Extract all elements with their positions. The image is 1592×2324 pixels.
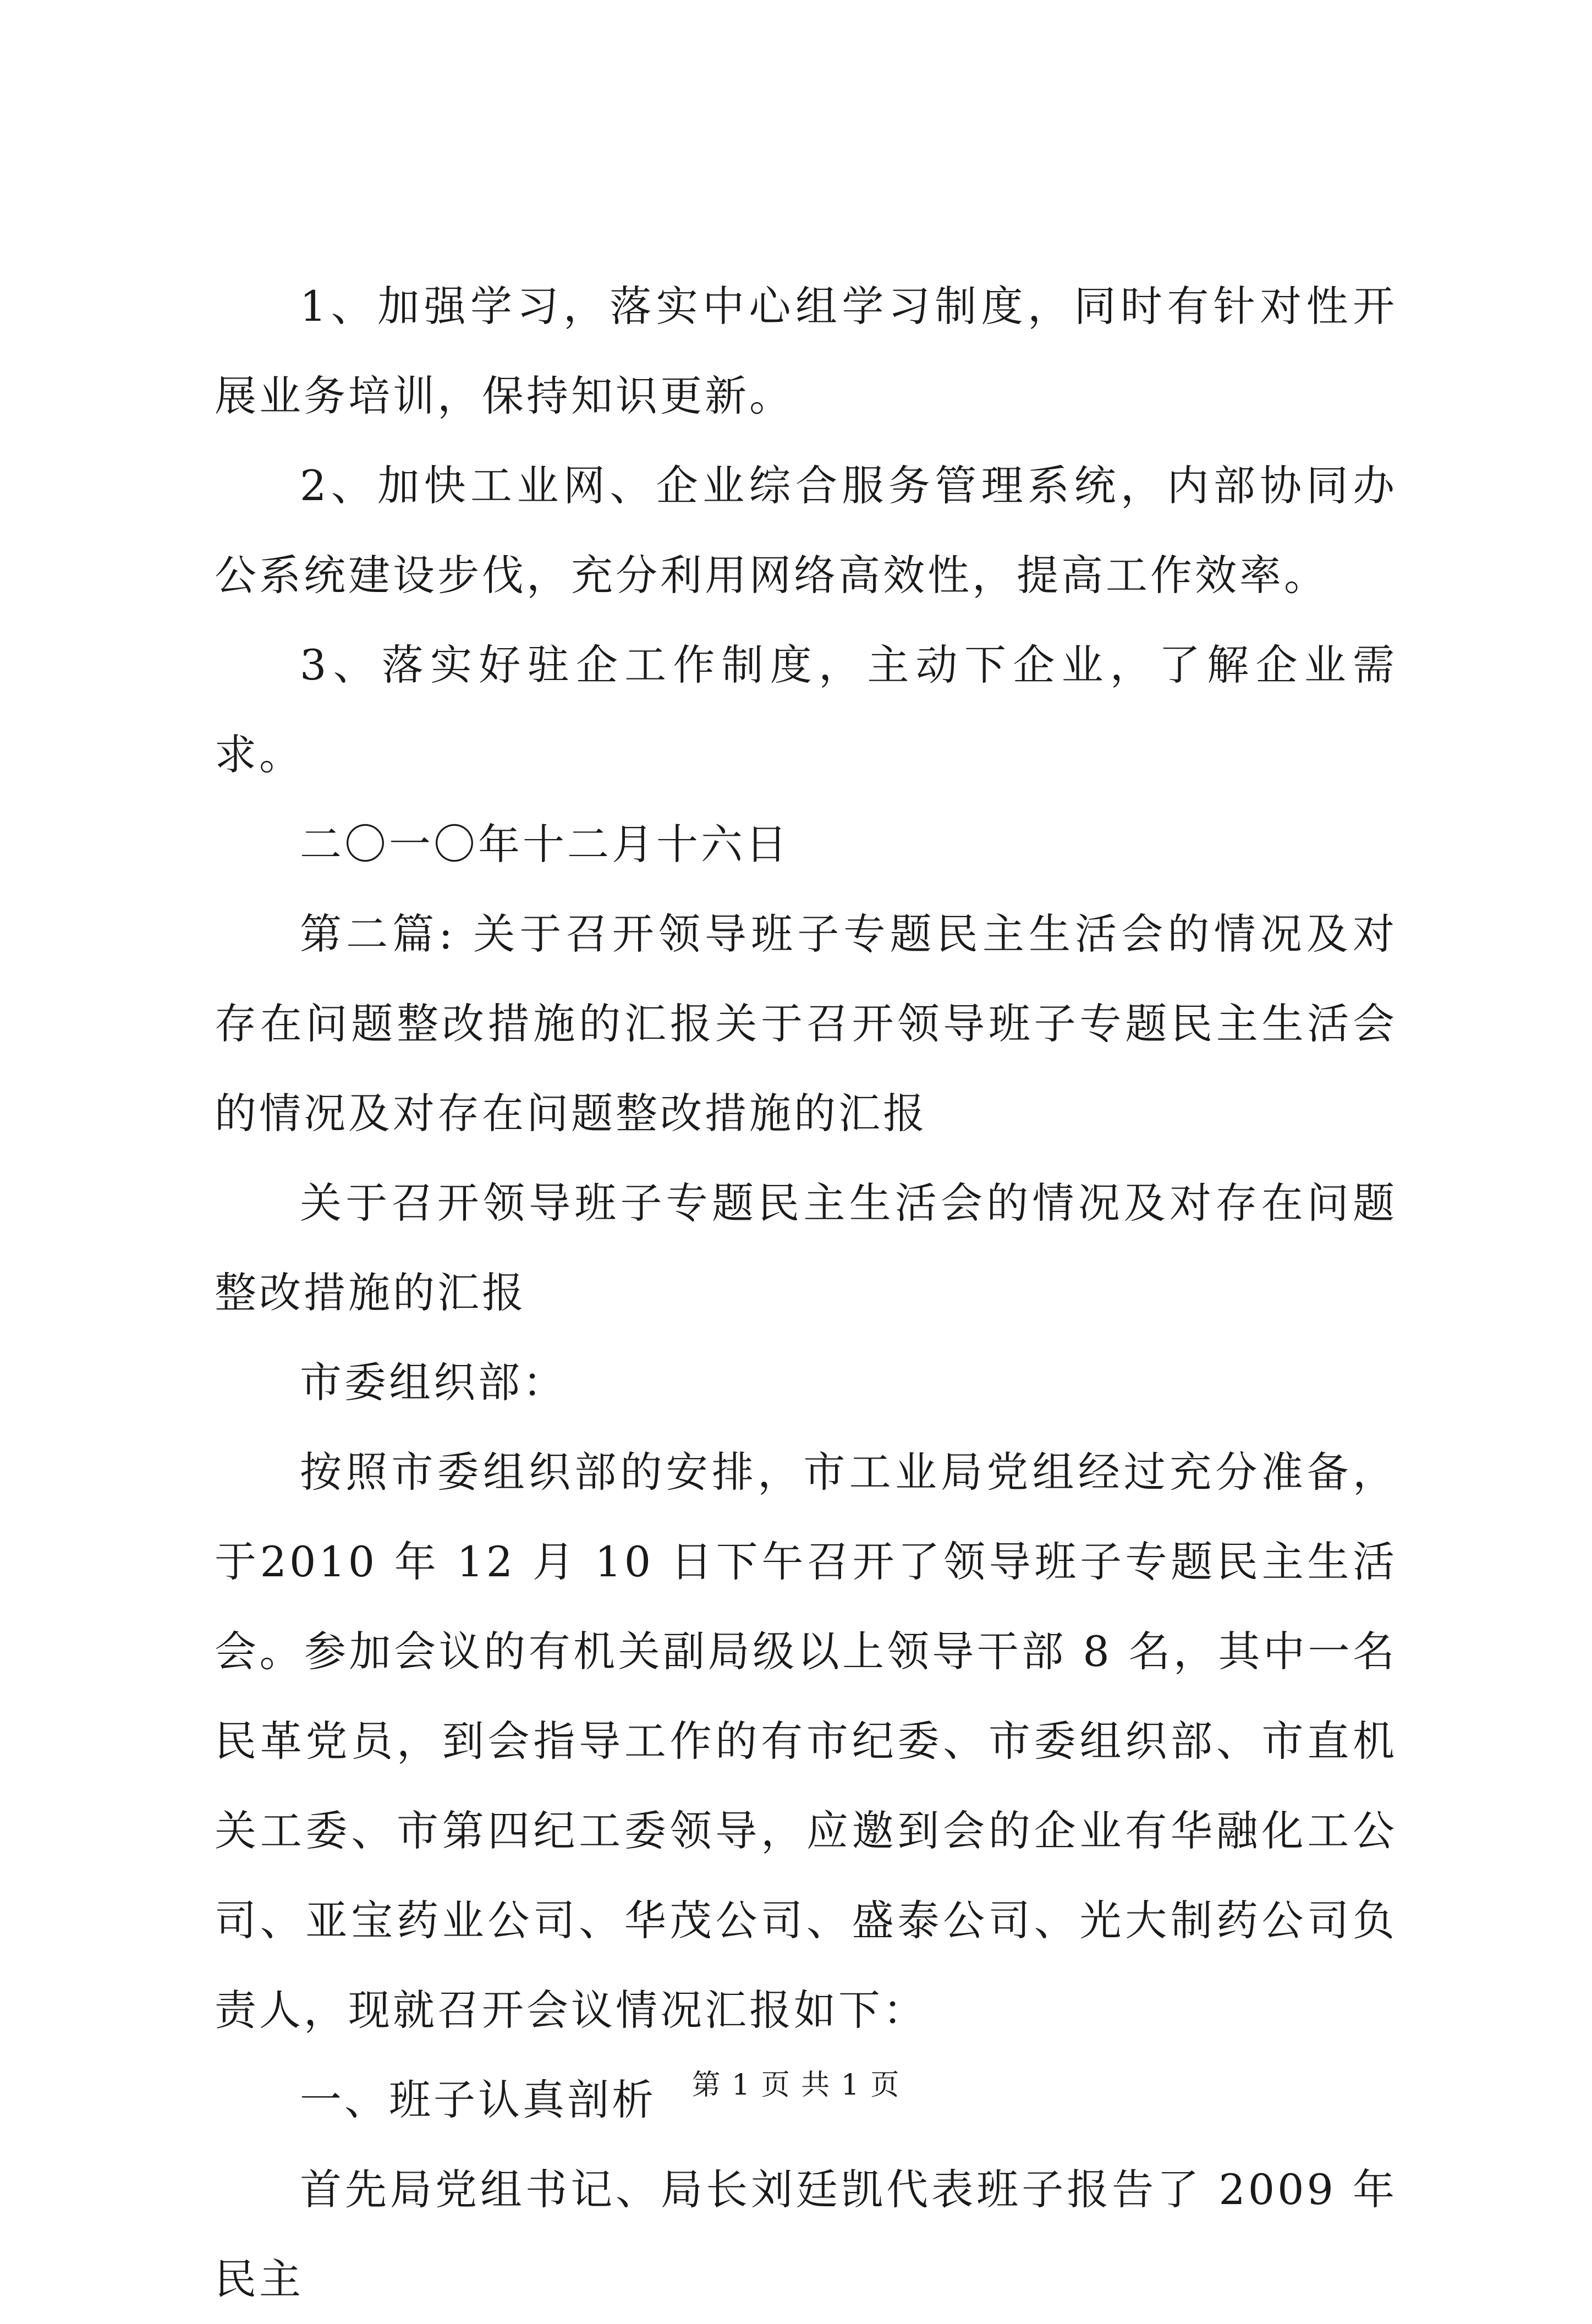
paragraph-analysis-start: 首先局党组书记、局长刘廷凯代表班子报告了 2009 年民主: [215, 2165, 1397, 2304]
date-line: 二〇一〇年十二月十六日: [300, 820, 790, 869]
subheading-analysis: 一、班子认真剖析: [300, 2075, 656, 2124]
paragraph-measure-3: 3、落实好驻企工作制度，主动下企业，了解企业需求。: [215, 640, 1397, 779]
paragraph-measure-1: 1、加强学习，落实中心组学习制度，同时有针对性开展业务培训，保持知识更新。: [215, 282, 1397, 420]
paragraph-measure-2: 2、加快工业网、企业综合服务管理系统，内部协同办公系统建设步伐，充分利用网络高效性，提高工作效率。: [215, 461, 1397, 600]
report-title: 关于召开领导班子专题民主生活会的情况及对存在问题整改措施的汇报: [215, 1179, 1397, 1317]
page-footer: 第 1 页 共 1 页: [691, 2069, 901, 2102]
addressee: 市委组织部：: [300, 1358, 567, 1407]
document-body: [215, 261, 1397, 2324]
section-heading: 第二篇: 关于召开领导班子专题民主生活会的情况及对存在问题整改措施的汇报关于召开领导班子专题民主生活会的情况及对存在问题整改措施的汇报: [215, 909, 1397, 1138]
paragraph-meeting-summary: 按照市委组织部的安排，市工业局党组经过充分准备，于2010 年 12 月 10 日下午召开了领导班子专题民主生活会。参加会议的有机关副局级以上领导干部 8 名，其中一名民革党员，到会指导工作的有市纪委、市委组织部、市直机关工委、市第四纪工委领导，应邀到会的企业有华融化工公司、亚宝药业公司、华茂公司、盛泰公司、光大制药公司负责人，现就召开会议情况汇报如下：: [215, 1448, 1397, 2035]
